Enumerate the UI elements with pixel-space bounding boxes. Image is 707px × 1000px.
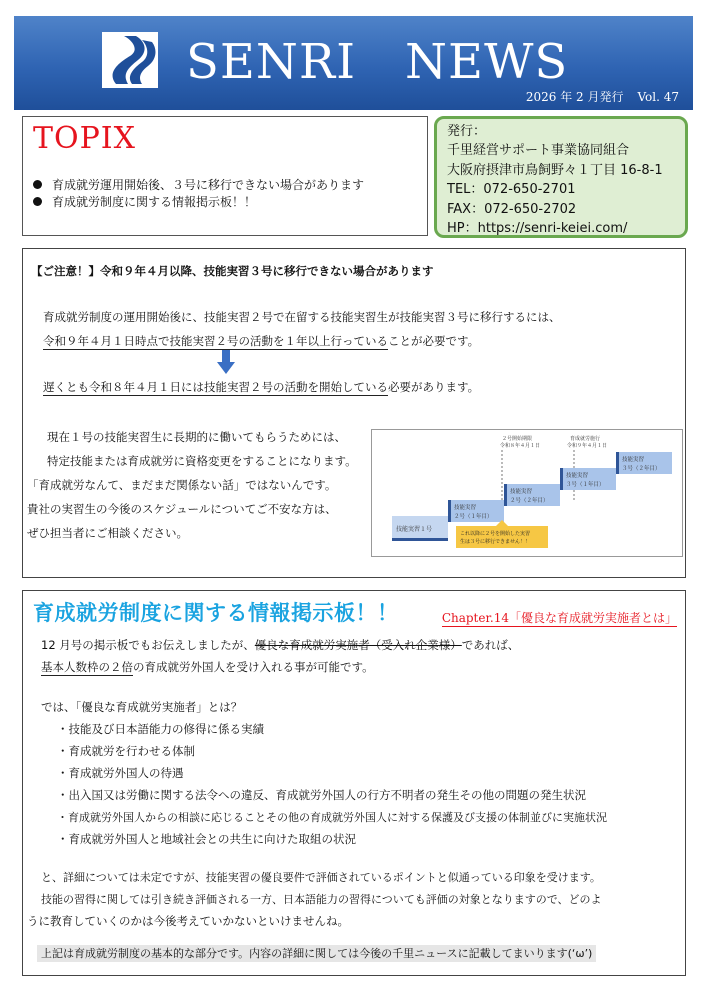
publisher-org: 千里経営サポート事業協同組合 bbox=[447, 143, 630, 159]
advice-line: 特定技能または育成就労に資格変更をすることになります。 bbox=[47, 454, 357, 468]
closing-line: 技能の習得に関しては引き続き評価される一方、日本語能力の習得についても評価の対象となりますので、どのよ bbox=[41, 893, 602, 906]
info-board-section bbox=[22, 590, 686, 976]
step-1go bbox=[392, 516, 448, 541]
criteria-item: ・出入国又は労働に関する法令への違反、育成就労外国人の行方不明者の発生その他の問題の発生状況 bbox=[57, 788, 586, 802]
notice-paragraph-2 bbox=[43, 379, 479, 395]
board-title: 育成就労制度に関する情報掲示板！！ bbox=[33, 601, 399, 625]
issue-info bbox=[512, 88, 679, 105]
criteria-item: ・技能及び日本語能力の修得に係る実績 bbox=[57, 722, 264, 736]
publisher-address: 大阪府摂津市鳥飼野々１丁目 16-8-1 bbox=[447, 162, 663, 178]
step-3go-year1 bbox=[560, 468, 616, 490]
chapter-label: Chapter.14「優良な育成就労実施者とは」 bbox=[441, 611, 677, 625]
svg-text:２号（２年目）: ２号（２年目） bbox=[510, 498, 549, 504]
criteria-item: ・育成就労外国人と地域社会との共生に向けた取組の状況 bbox=[57, 832, 356, 846]
notice-paragraph-1-line-1: 育成就労制度の運用開始後に、技能実習２号で在留する技能実習生が技能実習３号に移行するには、 bbox=[43, 310, 561, 324]
topix-title: TOPIX bbox=[33, 121, 136, 156]
topix-item bbox=[33, 177, 364, 194]
publisher-box bbox=[434, 116, 688, 238]
down-arrow-icon bbox=[217, 350, 235, 374]
notice-heading: 【ご注意！】令和９年４月以降、技能実習３号に移行できない場合があります bbox=[31, 264, 434, 278]
publisher-fax: FAX：072-650-2702 bbox=[447, 201, 577, 217]
criteria-item: ・育成就労外国人からの相談に応じることその他の育成就労外国人に対する保護及び支援の体制並びに実施状況 bbox=[57, 811, 607, 824]
closing-line: うに教育していくのかは今後考えていかないといけませんね。 bbox=[27, 914, 349, 928]
svg-text:２号（１年目）: ２号（１年目） bbox=[454, 514, 493, 520]
advice-line: 現在１号の技能実習生に長期的に働いてもらうためには、 bbox=[47, 430, 346, 444]
notice-section bbox=[22, 248, 686, 578]
label-start2: ２号開始期限 bbox=[502, 436, 533, 442]
closing-line: と、詳細については未定ですが、技能実習の優良要件で評価されているポイントと似通っている印象を受けます。 bbox=[41, 871, 601, 884]
topix-item-text: 育成就労運用開始後、３号に移行できない場合があります bbox=[52, 178, 365, 192]
intro-text: の育成就労外国人を受け入れる事が可能です。 bbox=[133, 660, 374, 674]
senri-logo bbox=[102, 32, 158, 88]
step-3go-year2 bbox=[616, 452, 672, 474]
newsletter-title: SENRI NEWS bbox=[186, 34, 569, 90]
intro-text: 12 月号の掲示板でもお伝えしましたが、 bbox=[41, 638, 255, 652]
advice-line: 「育成就労なんて、まだまだ関係ない話」ではないんです。 bbox=[27, 478, 337, 492]
requirement-rest: ことが必要です。 bbox=[388, 334, 480, 348]
svg-text:３号（１年目）: ３号（１年目） bbox=[566, 482, 605, 488]
warning-box bbox=[456, 520, 548, 548]
board-question: では、「優良な育成就労実施者」とは？ bbox=[41, 700, 243, 714]
criteria-item: ・育成就労外国人の待遇 bbox=[57, 766, 184, 780]
board-intro-line-1 bbox=[41, 637, 519, 653]
topix-item-text: 育成就労制度に関する情報掲示板！！ bbox=[52, 195, 257, 209]
deadline-underline: 遅くとも令和８年４月１日には技能実習２号の活動を開始している bbox=[43, 380, 388, 394]
deadline-rest: 必要があります。 bbox=[388, 380, 480, 394]
step-2go-year2 bbox=[504, 484, 560, 506]
advice-line: 貴社の実習生の今後のスケジュールについてご不安な方は、 bbox=[27, 502, 337, 516]
step-2go-year1 bbox=[448, 500, 504, 522]
topix-list bbox=[33, 177, 364, 211]
intro-text: であれば、 bbox=[461, 638, 520, 652]
bullet-icon bbox=[33, 197, 42, 206]
svg-text:技能実習: 技能実習 bbox=[454, 505, 477, 511]
svg-text:技能実習１号: 技能実習１号 bbox=[396, 526, 433, 533]
issue-volume: Vol. 47 bbox=[637, 90, 679, 104]
publisher-label: 発行： bbox=[447, 124, 487, 139]
svg-text:３号（２年目）: ３号（２年目） bbox=[622, 466, 661, 472]
issue-date: 2026 年 2 月発行 bbox=[525, 90, 624, 104]
requirement-underline: 令和９年４月１日時点で技能実習２号の活動を１年以上行っている bbox=[43, 334, 388, 348]
topix-box bbox=[22, 116, 428, 236]
notice-paragraph-1-line-2 bbox=[43, 333, 479, 349]
label-start2-date: 令和８年４月１日 bbox=[500, 443, 541, 449]
svg-text:技能実習: 技能実習 bbox=[566, 473, 589, 479]
footer-note-text: 上記は育成就労制度の基本的な部分です。内容の詳細に関しては今後の千里ニュースに記載してまいります(‘ω’) bbox=[37, 945, 596, 962]
svg-text:これ以降に２号を開始した実習: これ以降に２号を開始した実習 bbox=[460, 531, 531, 537]
svg-text:技能実習: 技能実習 bbox=[510, 489, 533, 495]
publisher-hp[interactable]: HP：https://senri-keiei.com/ bbox=[447, 221, 628, 237]
intro-strike: 優良な育成就労実施者（受入れ企業様） bbox=[254, 638, 462, 652]
advice-line: ぜひ担当者にご相談ください。 bbox=[27, 526, 188, 540]
label-enforce-date: 令和９年４月１日 bbox=[567, 443, 608, 449]
topix-item bbox=[33, 194, 364, 211]
newsletter-header bbox=[14, 16, 693, 110]
criteria-item: ・育成就労を行わせる体制 bbox=[57, 744, 195, 758]
board-intro-line-2 bbox=[41, 659, 374, 675]
board-footer-note bbox=[37, 945, 596, 961]
transition-timeline-diagram bbox=[371, 429, 683, 557]
svg-text:技能実習: 技能実習 bbox=[622, 457, 645, 463]
publisher-tel: TEL：072-650-2701 bbox=[447, 182, 576, 198]
label-enforce: 育成就労施行 bbox=[570, 436, 601, 442]
double-quota-underline: 基本人数枠の２倍 bbox=[41, 660, 133, 674]
bullet-icon bbox=[33, 180, 42, 189]
svg-text:生は３号に移行できません！！: 生は３号に移行できません！！ bbox=[460, 539, 531, 545]
